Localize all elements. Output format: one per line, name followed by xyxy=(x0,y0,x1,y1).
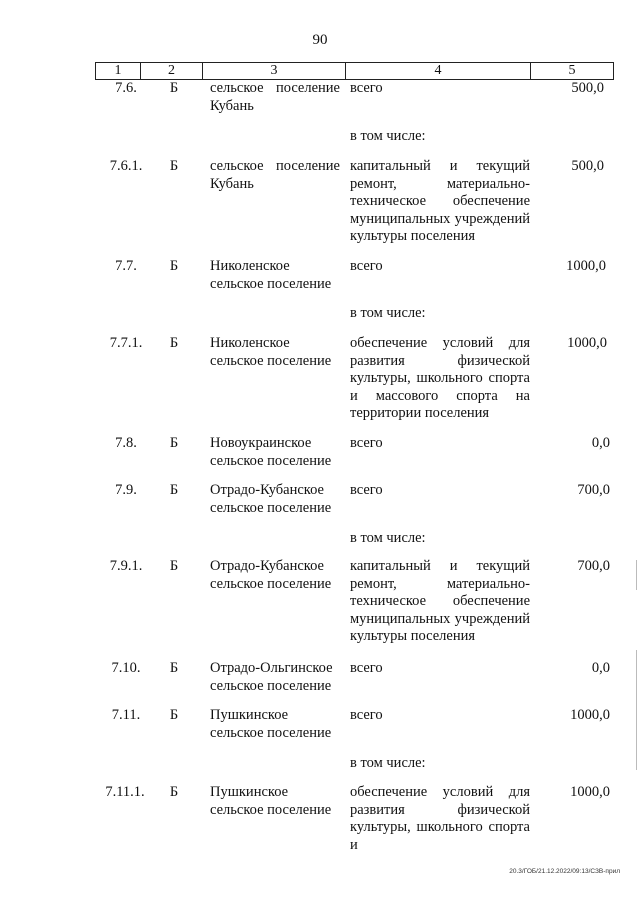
row-purpose: обеспечение условий для развития физической культуры, школьного спорта и xyxy=(350,784,530,853)
row-amount: 1000,0 xyxy=(570,707,610,723)
row-number: 7.11.1. xyxy=(105,784,145,800)
table-header xyxy=(95,62,614,80)
row-type: Б xyxy=(169,258,179,274)
row-amount: 500,0 xyxy=(571,80,604,96)
page-number: 90 xyxy=(312,32,328,48)
row-name: Новоукраинское сельское поселение xyxy=(210,435,332,469)
document-footer: 20.3/ГОБ/21.12.2022/09:13/СЗВ-прил xyxy=(509,868,620,875)
row-amount: 1000,0 xyxy=(567,335,607,351)
row-number: 7.6. xyxy=(115,80,137,96)
row-name: Отрадо-Кубанское сельское поселение xyxy=(210,482,332,516)
row-number: 7.7.1. xyxy=(109,335,143,351)
row-amount: 0,0 xyxy=(591,435,610,451)
row-number: 7.9.1. xyxy=(109,558,143,574)
row-amount: 700,0 xyxy=(577,558,610,574)
row-name: Отрадо-Ольгинское сельское поселение xyxy=(210,660,333,694)
row-type: Б xyxy=(169,558,179,574)
row-purpose: капитальный и текущий ремонт, материально-техническое обеспечение муниципальных учреждений культуры поселения xyxy=(350,158,530,244)
header-col-3: 3 xyxy=(203,63,346,79)
row-amount: 1000,0 xyxy=(566,258,606,274)
row-type: Б xyxy=(169,80,179,96)
row-type: Б xyxy=(169,707,179,723)
row-number: 7.6.1. xyxy=(109,158,143,174)
row-purpose: всего xyxy=(350,258,383,274)
including-label: в том числе: xyxy=(350,305,426,321)
row-name: Пушкинское сельское поселение xyxy=(210,707,332,741)
row-type: Б xyxy=(169,660,179,676)
row-purpose: всего xyxy=(350,80,383,96)
row-number: 7.9. xyxy=(115,482,137,498)
row-purpose: всего xyxy=(350,482,383,498)
row-type: Б xyxy=(169,335,179,351)
including-label: в том числе: xyxy=(350,530,426,546)
row-number: 7.10. xyxy=(111,660,141,676)
row-name: Отрадо-Кубанское сельское поселение xyxy=(210,558,332,592)
row-name: Пушкинское сельское поселение xyxy=(210,784,332,818)
scan-artifact xyxy=(636,650,637,770)
header-col-4: 4 xyxy=(346,63,531,79)
row-amount: 500,0 xyxy=(571,158,604,174)
scan-artifact xyxy=(636,560,637,590)
including-label: в том числе: xyxy=(350,128,426,144)
header-col-5: 5 xyxy=(568,63,576,78)
header-col-2: 2 xyxy=(141,63,203,79)
row-purpose: обеспечение условий для развития физической культуры, школьного спорта и массового спорта на территории поселения xyxy=(350,335,530,421)
row-number: 7.7. xyxy=(115,258,137,274)
row-name: Николенское сельское поселение xyxy=(210,258,332,292)
row-name: сельское поселение Кубань xyxy=(210,158,340,192)
row-type: Б xyxy=(169,784,179,800)
row-purpose: всего xyxy=(350,707,383,723)
row-name: Николенское сельское поселение xyxy=(210,335,332,369)
row-amount: 0,0 xyxy=(591,660,610,676)
row-amount: 1000,0 xyxy=(570,784,610,800)
row-type: Б xyxy=(169,435,179,451)
row-purpose: капитальный и текущий ремонт, материально-техническое обеспечение муниципальных учреждений культуры поселения xyxy=(350,558,530,644)
including-label: в том числе: xyxy=(350,755,426,771)
row-purpose: всего xyxy=(350,435,383,451)
row-amount: 700,0 xyxy=(577,482,610,498)
row-type: Б xyxy=(169,158,179,174)
row-purpose: всего xyxy=(350,660,383,676)
row-type: Б xyxy=(169,482,179,498)
row-number: 7.11. xyxy=(111,707,141,723)
row-name: сельское поселение Кубань xyxy=(210,80,340,114)
header-col-1: 1 xyxy=(96,63,141,79)
row-number: 7.8. xyxy=(115,435,137,451)
